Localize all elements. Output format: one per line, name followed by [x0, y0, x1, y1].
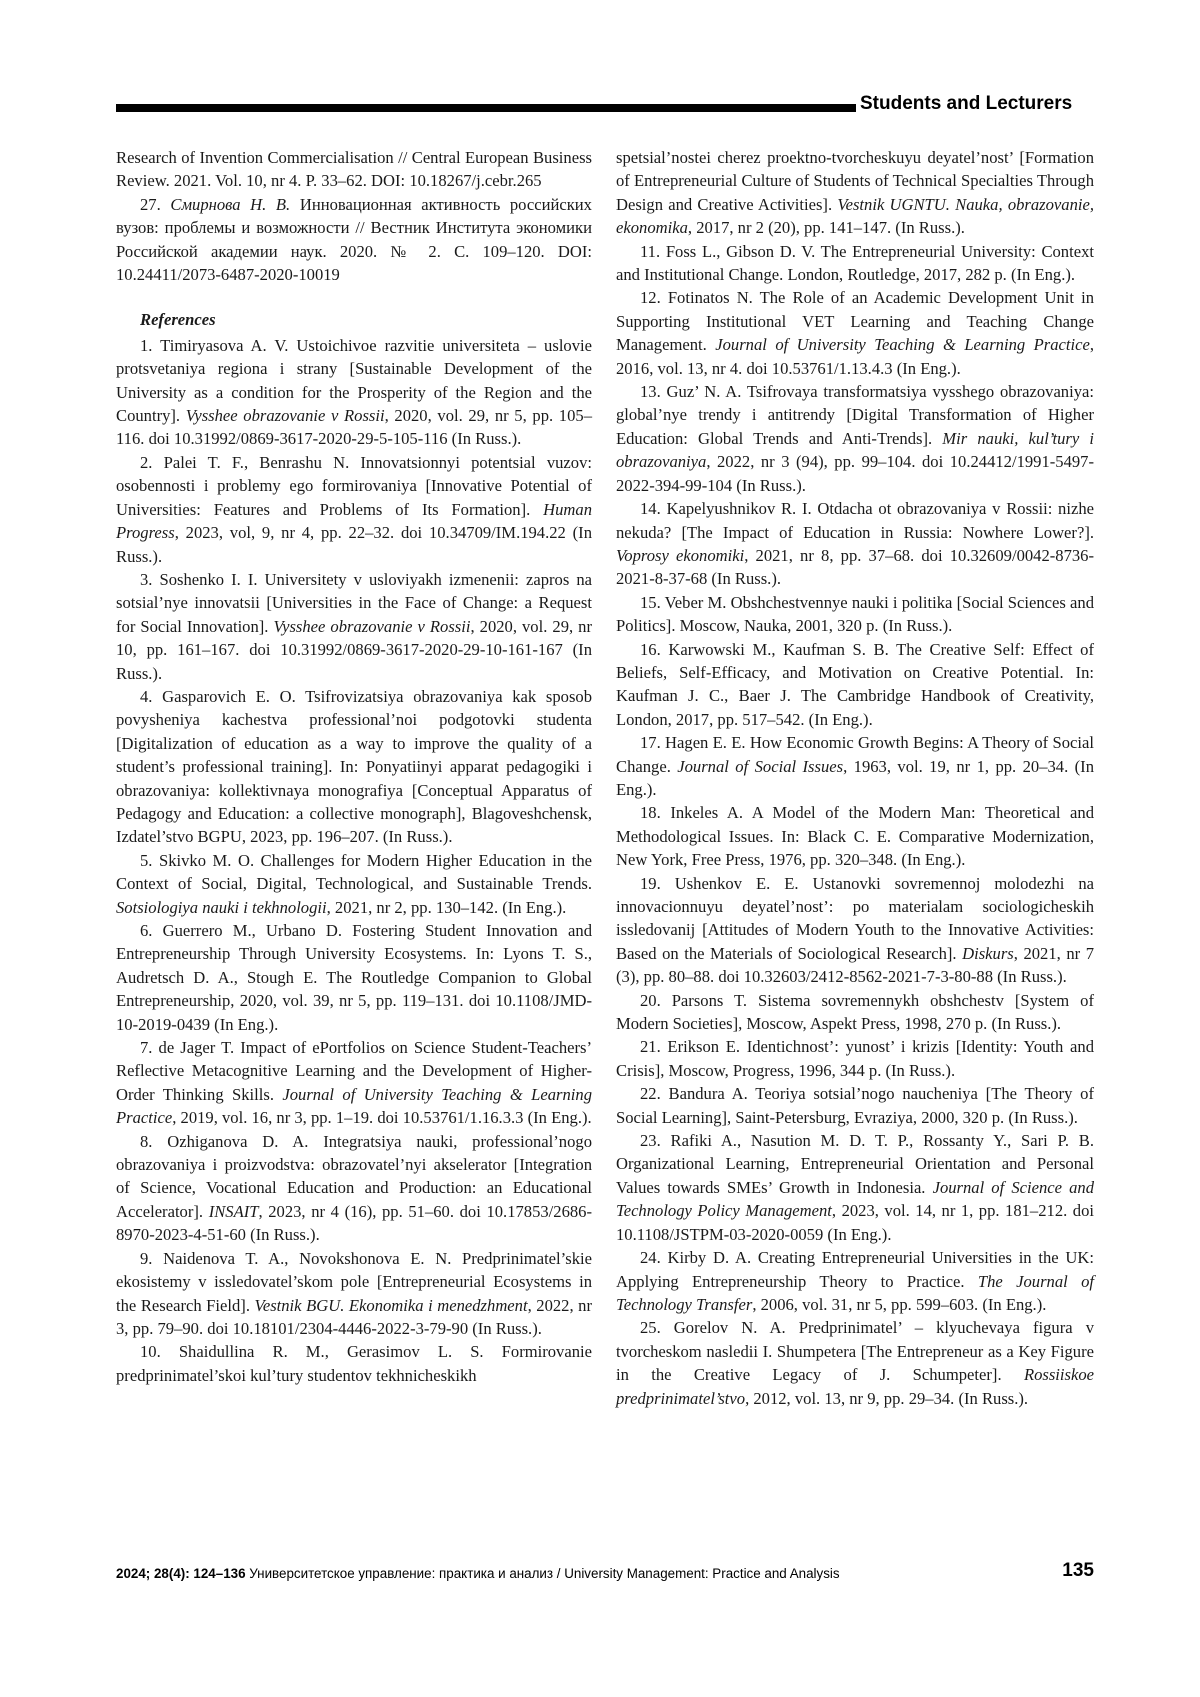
reference-item: 20. Parsons T. Sistema sovremennykh obshchestv [System of Modern Societies], Moscow, Aspekt Press, 1998, 270 p. (In Russ.).	[616, 989, 1094, 1036]
reference-item: 8. Ozhiganova D. A. Integratsiya nauki, professional’nogo obrazovaniya i proizvodstva: obrazovatel’nyi akselerator [Integration of Science, Vocational Education and Production: an Educational Accelerator]. INSAIT, 2023, nr 4 (16), pp. 51–60. doi 10.17853/2686-8970-2023-4-51-60 (In Russ.).	[116, 1130, 592, 1247]
reference-item: 23. Rafiki A., Nasution M. D. T. P., Rossanty Y., Sari P. B. Organizational Learning, Entrepreneurial Orientation and Personal Values towards SMEs’ Growth in Indonesia. Journal of Science and Technology Policy Management, 2023, vol. 14, nr 1, pp. 181–212. doi 10.1108/JSTPM-03-2020-0059 (In Eng.).	[616, 1129, 1094, 1246]
reference-item: 25. Gorelov N. A. Predprinimatel’ – klyuchevaya figura v tvorcheskom nasledii I. Shumpetera [The Entrepreneur as a Key Figure in the Creative Legacy of J. Schumpeter]. Rossiiskoe predprinimatel’stvo, 2012, vol. 13, nr 9, pp. 29–34. (In Russ.).	[616, 1316, 1094, 1410]
reference-item: 14. Kapelyushnikov R. I. Otdacha ot obrazovaniya v Rossii: nizhe nekuda? [The Impact of Education in Russia: Nowhere Lower?]. Voprosy ekonomiki, 2021, nr 8, pp. 37–68. doi 10.32609/0042-8736-2021-8-37-68 (In Russ.).	[616, 497, 1094, 591]
references-heading: References	[116, 308, 592, 331]
reference-item: 19. Ushenkov E. E. Ustanovki sovremennoj molodezhi na innovacionnuyu deyatel’nost’: po materialam sociologicheskih issledovanij [Attitudes of Modern Youth to the Innovative Activities: Based on the Materials of Sociological Research]. Diskurs, 2021, nr 7 (3), pp. 80–88. doi 10.32603/2412-8562-2021-7-3-80-88 (In Russ.).	[616, 872, 1094, 989]
reference-item: 12. Fotinatos N. The Role of an Academic Development Unit in Supporting Institutional VET Learning and Teaching Change Management. Journal of University Teaching & Learning Practice, 2016, vol. 13, nr 4. doi 10.53761/1.13.4.3 (In Eng.).	[616, 286, 1094, 380]
reference-item: 7. de Jager T. Impact of ePortfolios on Science Student-Teachers’ Reflective Metacognitive Learning and the Development of Higher-Order Thinking Skills. Journal of University Teaching & Learning Practice, 2019, vol. 16, nr 3, pp. 1–19. doi 10.53761/1.16.3.3 (In Eng.).	[116, 1036, 592, 1130]
right-column	[616, 146, 1094, 1526]
reference-item: 2. Palei T. F., Benrashu N. Innovatsionnyi potentsial vuzov: osobennosti i problemy ego formirovaniya [Innovative Potential of Universities: Features and Problems of Its Formation]. Human Progress, 2023, vol, 9, nr 4, pp. 22–32. doi 10.34709/IM.194.22 (In Russ.).	[116, 451, 592, 568]
reference-continuation: Research of Invention Commercialisation // Central European Business Review. 2021. Vol. 10, nr 4. P. 33–62. DOI: 10.18267/j.cebr.265	[116, 146, 592, 193]
reference-item: 22. Bandura A. Teoriya sotsial’nogo naucheniya [The Theory of Social Learning], Saint-Petersburg, Evraziya, 2000, 320 p. (In Russ.).	[616, 1082, 1094, 1129]
reference-item: 11. Foss L., Gibson D. V. The Entrepreneurial University: Context and Institutional Change. London, Routledge, 2017, 282 p. (In Eng.).	[616, 240, 1094, 287]
reference-item: 3. Soshenko I. I. Universitety v usloviyakh izmenenii: zapros na sotsial’nye innovatsii [Universities in the Face of Change: a Request for Social Innovation]. Vysshee obrazovanie v Rossii, 2020, vol. 29, nr 10, pp. 161–167. doi 10.31992/0869-3617-2020-29-10-161-167 (In Russ.).	[116, 568, 592, 685]
reference-item: 1. Timiryasova A. V. Ustoichivoe razvitie universiteta – uslovie protsvetaniya regiona i strany [Sustainable Development of the University as a condition for the Prosperity of the Region and the Country]. Vysshee obrazovanie v Rossii, 2020, vol. 29, nr 5, pp. 105–116. doi 10.31992/0869-3617-2020-29-5-105-116 (In Russ.).	[116, 334, 592, 451]
page-number: 135	[1062, 1560, 1094, 1582]
reference-item: 21. Erikson E. Identichnost’: yunost’ i krizis [Identity: Youth and Crisis], Moscow, Progress, 1996, 344 p. (In Russ.).	[616, 1035, 1094, 1082]
reference-item: 10. Shaidullina R. M., Gerasimov L. S. Formirovanie predprinimatel’skoi kul’tury studentov tekhnicheskikh	[116, 1340, 592, 1387]
reference-item: 13. Guz’ N. A. Tsifrovaya transformatsiya vysshego obrazovaniya: global’nye trendy i antitrendy [Digital Transformation of Higher Education: Global Trends and Anti-Trends]. Mir nauki, kul’tury i obrazovaniya, 2022, nr 3 (94), pp. 99–104. doi 10.24412/1991-5497-2022-394-99-104 (In Russ.).	[616, 380, 1094, 497]
reference-item: 16. Karwowski M., Kaufman S. B. The Creative Self: Effect of Beliefs, Self-Efficacy, and Motivation on Creative Potential. In: Kaufman J. C., Baer J. The Cambridge Handbook of Creativity, London, 2017, pp. 517–542. (In Eng.).	[616, 638, 1094, 732]
reference-item: 5. Skivko M. O. Challenges for Modern Higher Education in the Context of Social, Digital, Technological, and Sustainable Trends. Sotsiologiya nauki i tekhnologii, 2021, nr 2, pp. 130–142. (In Eng.).	[116, 849, 592, 919]
reference-item: 4. Gasparovich E. O. Tsifrovizatsiya obrazovaniya kak sposob povysheniya kachestva professional’noi podgotovki studenta [Digitalization of education as a way to improve the quality of a student’s professional training]. In: Ponyatiinyi apparat pedagogiki i obrazovaniya: kollektivnaya monografiya [Conceptual Apparatus of Pedagogy and Education: a collective monograph], Blagoveshchensk, Izdatel’stvo BGPU, 2023, pp. 196–207. (In Russ.).	[116, 685, 592, 849]
footer-citation: 2024; 28(4): 124–136 Университетское управление: практика и анализ / University Management: Practice and Analysis	[116, 1566, 840, 1581]
reference-item: 9. Naidenova T. A., Novokshonova E. N. Predprinimatel’skie ekosistemy v issledovatel’skom pole [Entrepreneurial Ecosystems in the Research Field]. Vestnik BGU. Ekonomika i menedzhment, 2022, nr 3, pp. 79–90. doi 10.18101/2304-4446-2022-3-79-90 (In Russ.).	[116, 1247, 592, 1341]
reference-item: 15. Veber M. Obshchestvennye nauki i politika [Social Sciences and Politics]. Moscow, Nauka, 2001, 320 p. (In Russ.).	[616, 591, 1094, 638]
reference-continuation: spetsial’nostei cherez proektno-tvorcheskuyu deyatel’nost’ [Formation of Entrepreneurial Culture of Students of Technical Specialties Through Design and Creative Activities]. Vestnik UGNTU. Nauka, obrazovanie, ekonomika, 2017, nr 2 (20), pp. 141–147. (In Russ.).	[616, 146, 1094, 240]
reference-item: 17. Hagen E. E. How Economic Growth Begins: A Theory of Social Change. Journal of Social Issues, 1963, vol. 19, nr 1, pp. 20–34. (In Eng.).	[616, 731, 1094, 801]
reference-item: 18. Inkeles A. A Model of the Modern Man: Theoretical and Methodological Issues. In: Black C. E. Comparative Modernization, New York, Free Press, 1976, pp. 320–348. (In Eng.).	[616, 801, 1094, 871]
page-footer	[116, 1560, 1094, 1590]
reference-item: 24. Kirby D. A. Creating Entrepreneurial Universities in the UK: Applying Entrepreneurship Theory to Practice. The Journal of Technology Transfer, 2006, vol. 31, nr 5, pp. 599–603. (In Eng.).	[616, 1246, 1094, 1316]
reference-item: 6. Guerrero M., Urbano D. Fostering Student Innovation and Entrepreneurship Through University Ecosystems. In: Lyons T. S., Audretsch D. A., Stough E. The Routledge Companion to Global Entrepreneurship, 2020, vol. 39, nr 5, pp. 119–131. doi 10.1108/JMD-10-2019-0439 (In Eng.).	[116, 919, 592, 1036]
section-title: Students and Lecturers	[860, 93, 1092, 115]
left-column	[116, 146, 592, 1526]
reference-item: 27. Смирнова Н. В. Инновационная активность российских вузов: проблемы и возможности // Вестник Института экономики Российской академии наук. 2020. № 2. С. 109–120. DOI: 10.24411/2073-6487-2020-10019	[116, 193, 592, 287]
reference-authors: Смирнова Н. В.	[170, 195, 290, 214]
header-rule	[116, 104, 856, 112]
